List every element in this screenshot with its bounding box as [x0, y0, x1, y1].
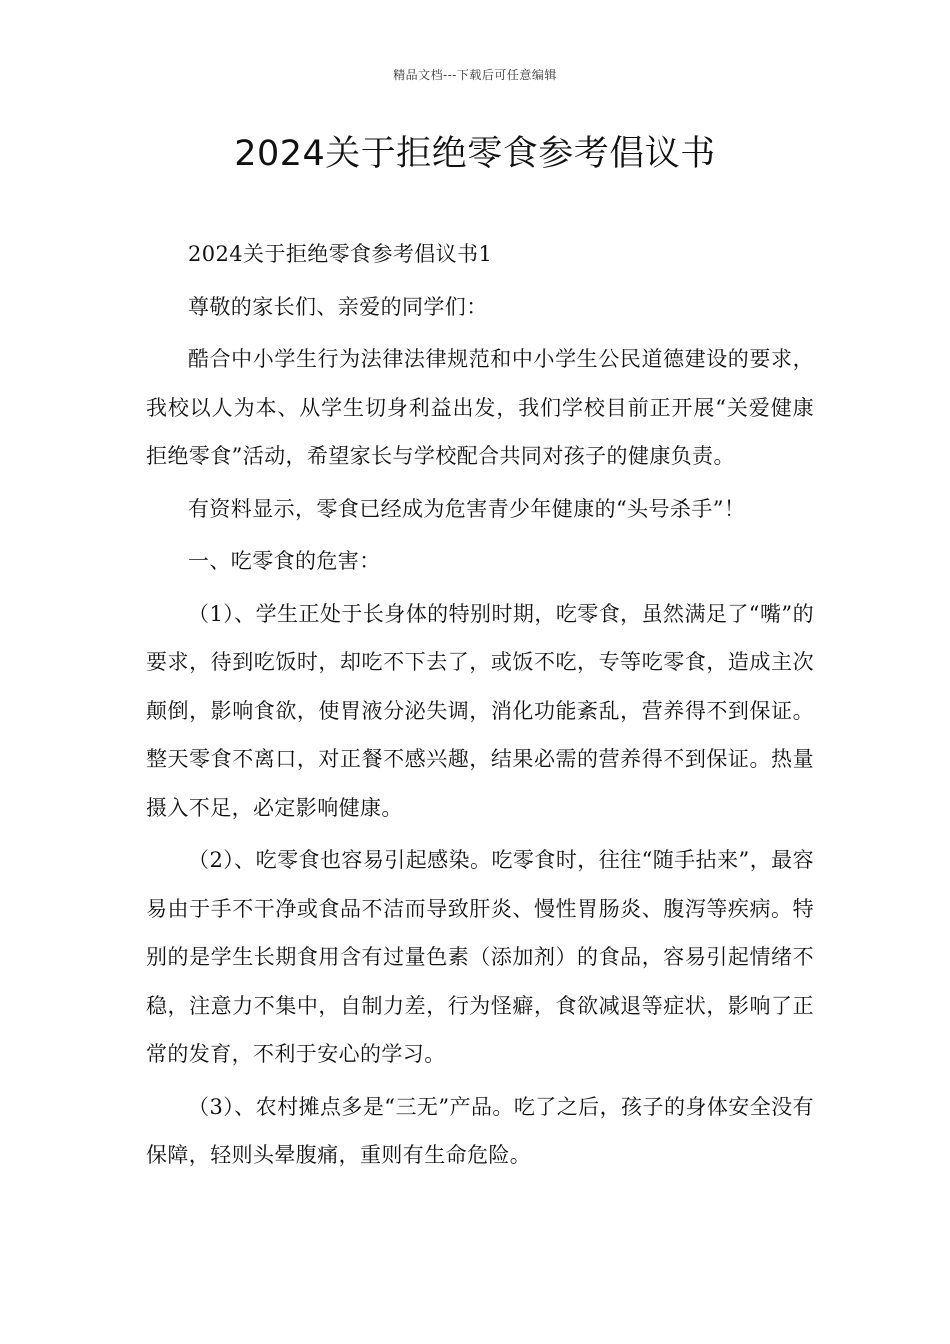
- document-title: 2024关于拒绝零食参考倡议书: [234, 134, 716, 174]
- harm-item-2: （2）、吃零食也容易引起感染。吃零食时，往往“随手拈来”，最容易由于手不干净或食品不洁而导致肝炎、慢性胃肠炎、腹泻等疾病。特别的是学生长期食用含有过量色素（添加剂）的食品，容易引起情绪不稳，注意力不集中，自制力差，行为怪癖，食欲减退等症状，影响了正常的发育，不利于安心的学习。: [146, 848, 814, 1066]
- document-body: [146, 230, 814, 1184]
- harm-item-3: （3）、农村摊点多是“三无”产品。吃了之后，孩子的身体安全没有保障，轻则头晕腹痛，重则有生命危险。: [146, 1094, 814, 1167]
- section-heading-harms: 一、吃零食的危害：: [188, 549, 381, 573]
- subtitle-paragraph: 2024关于拒绝零食参考倡议书1: [188, 242, 493, 266]
- intro-paragraph: 酷合中小学生行为法律法律规范和中小学生公民道德建设的要求，我校以人为本、从学生切身利益出发，我们学校目前正开展“关爱健康拒绝零食”活动，希望家长与学校配合共同对孩子的健康负责。: [146, 347, 814, 468]
- harm-item-1: （1）、学生正处于长身体的特别时期，吃零食，虽然满足了“嘴”的要求，待到吃饭时，却吃不下去了，或饭不吃，专等吃零食，造成主次颠倒，影响食欲，使胃液分泌失调，消化功能紊乱，营养得不到保证。整天零食不离口，对正餐不感兴趣，结果必需的营养得不到保证。热量摄入不足，必定影响健康。: [146, 601, 814, 820]
- salutation-paragraph: 尊敬的家长们、亲爱的同学们：: [188, 294, 488, 319]
- header-note: 精品文档---下载后可任意编辑: [393, 68, 557, 82]
- data-statement-paragraph: 有资料显示，零食已经成为危害青少年健康的“头号杀手”！: [188, 496, 746, 521]
